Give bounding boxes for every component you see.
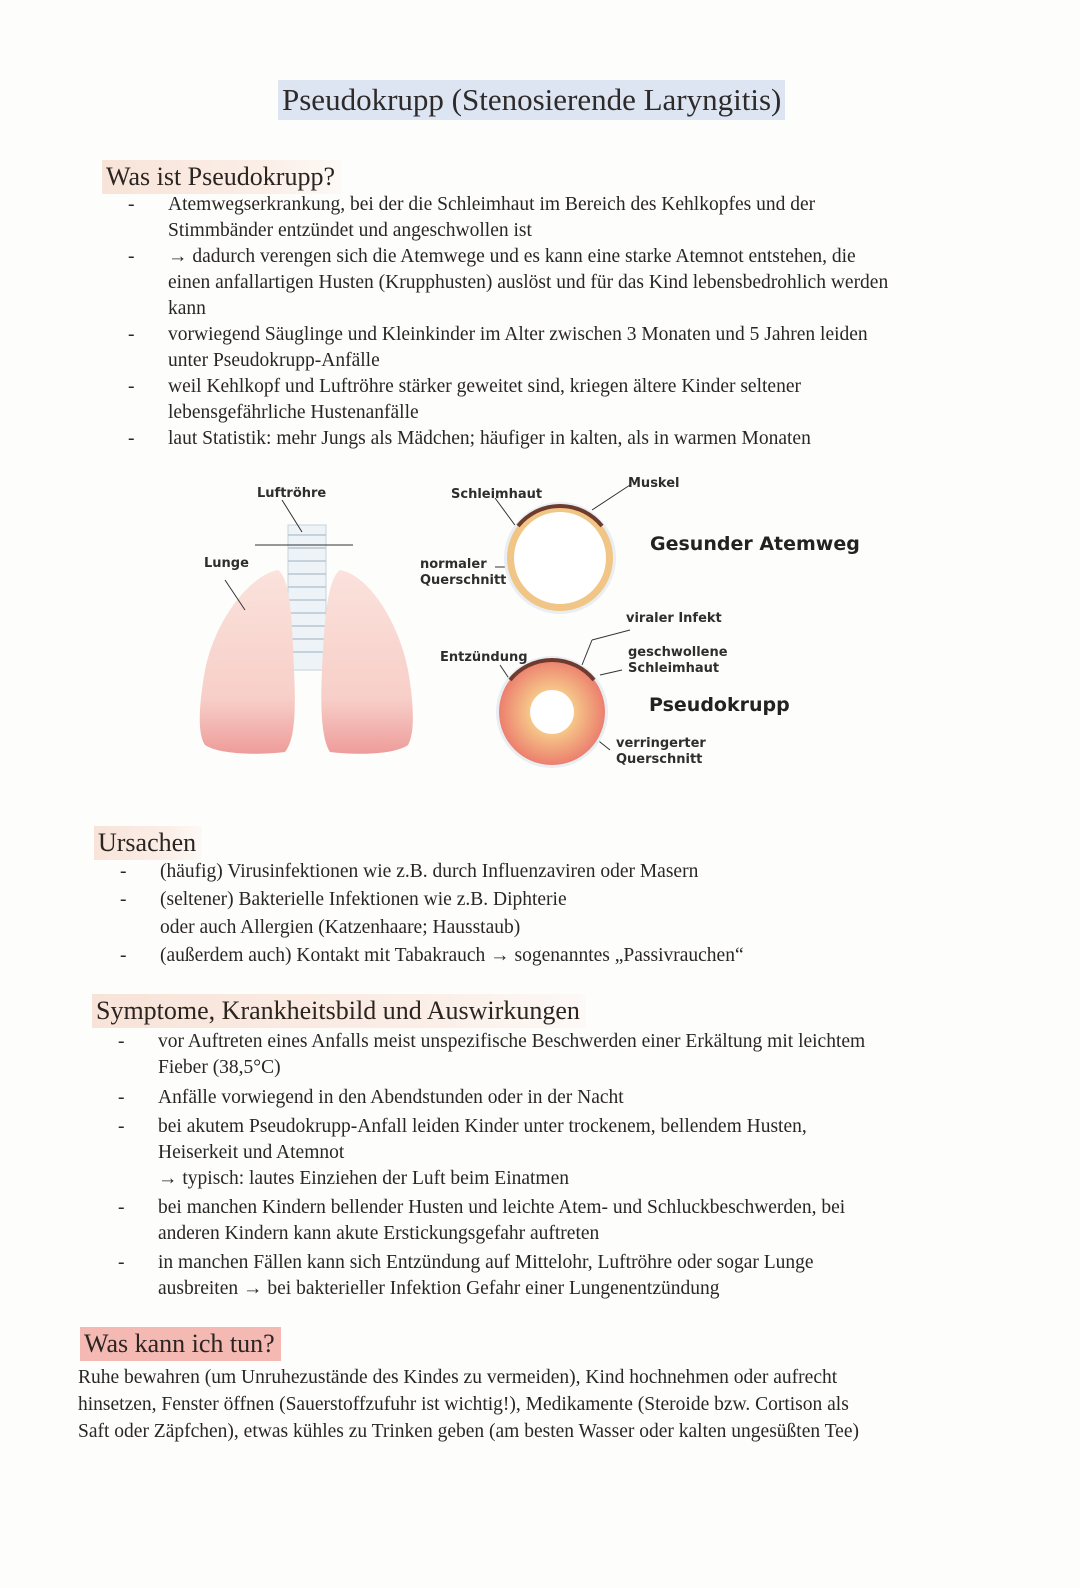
label-geschwollene-schleimhaut: geschwollene Schleimhaut [628, 645, 728, 676]
heading-symptome: Symptome, Krankheitsbild und Auswirkungen [92, 994, 586, 1028]
label-gesunder-atemweg: Gesunder Atemweg [650, 533, 860, 555]
list-item: - in manchen Fällen kann sich Entzündung auf Mittelohr, Luftröhre oder sogar Lunge ausbreiten → bei bakterieller Infektion Gefahr einer Lungenentzündung [118, 1252, 814, 1299]
list-ursachen [120, 858, 744, 970]
list-item: - (seltener) Bakterielle Infektionen wie z.B. Diphterie oder auch Allergien (Katzenhaare; Hausstaub) [120, 889, 567, 938]
list-item: - bei akutem Pseudokrupp-Anfall leiden Kinder unter trockenem, bellendem Husten, Heiserkeit und Atemnot → typisch: lautes Einziehen der Luft beim Einatmen [118, 1116, 807, 1189]
page-title: Pseudokrupp (Stenosierende Laryngitis) [278, 80, 785, 120]
label-schleimhaut: Schleimhaut [451, 487, 543, 502]
label-muskel: Muskel [628, 476, 680, 491]
list-item: - Anfälle vorwiegend in den Abendstunden oder in der Nacht [118, 1087, 624, 1108]
list-item: - weil Kehlkopf und Luftröhre stärker geweitet sind, kriegen ältere Kinder seltener lebensgefährliche Hustenanfälle [128, 376, 801, 423]
list-item: - vorwiegend Säuglinge und Kleinkinder im Alter zwischen 3 Monaten und 5 Jahren leiden unter Pseudokrupp-Anfälle [128, 324, 868, 371]
list-item: - laut Statistik: mehr Jungs als Mädchen; häufiger in kalten, als in warmen Monaten [128, 428, 811, 449]
healthy-airway-icon [504, 502, 616, 614]
list-symptome [118, 1029, 866, 1302]
list-item: - vor Auftreten eines Anfalls meist unspezifische Beschwerden einer Erkältung mit leichtem Fieber (38,5°C) [118, 1031, 866, 1078]
paragraph-was-kann-ich-tun: Ruhe bewahren (um Unruhezustände des Kindes zu vermeiden), Kind hochnehmen oder aufrecht hinsetzen, Fenster öffnen (Sauerstoffzufuhr ist wichtig!), Medikamente (Steroide bzw. Cortison als Saft oder Zäpfchen), etwas kühles zu Trinken geben (am besten Wasser oder kalten ungesüßten Tee) [78, 1367, 859, 1442]
right-lung-icon [321, 570, 413, 754]
label-lunge: Lunge [204, 556, 249, 571]
trachea-icon [288, 525, 326, 670]
label-pseudokrupp: Pseudokrupp [649, 694, 790, 716]
list-item: - → dadurch verengen sich die Atemwege und es kann eine starke Atemnot entstehen, die einen anfallartigen Husten (Krupphusten) auslöst und für das Kind lebensbedrohlich werden kann [128, 246, 889, 319]
heading-was-kann-ich-tun: Was kann ich tun? [80, 1327, 281, 1361]
inflamed-airway-icon [496, 656, 608, 768]
list-item: - (häufig) Virusinfektionen wie z.B. durch Influenzaviren oder Masern [120, 861, 699, 882]
label-normaler-querschnitt: normaler Querschnitt [420, 557, 507, 588]
label-verringerter-querschnitt: verringerter Querschnitt [616, 736, 706, 767]
label-entzuendung: Entzündung [440, 650, 528, 665]
heading-was-ist: Was ist Pseudokrupp? [102, 160, 341, 194]
list-item: - bei manchen Kindern bellender Husten und leichte Atem- und Schluckbeschwerden, bei anderen Kindern kann akute Erstickungsgefahr auftreten [118, 1197, 846, 1244]
label-luftroehre: Luftröhre [257, 486, 327, 501]
label-viraler-infekt: viraler Infekt [626, 611, 722, 626]
list-item: - (außerdem auch) Kontakt mit Tabakrauch → sogenanntes „Passivrauchen“ [120, 945, 744, 966]
list-item: - Atemwegserkrankung, bei der die Schleimhaut im Bereich des Kehlkopfes und der Stimmbänder entzündet und angeschwollen ist [128, 194, 816, 241]
airway-figure [190, 470, 890, 790]
left-lung-icon [200, 570, 295, 754]
lung-airway-illustration [190, 470, 890, 790]
list-was-ist [128, 192, 889, 452]
heading-ursachen: Ursachen [94, 826, 202, 860]
